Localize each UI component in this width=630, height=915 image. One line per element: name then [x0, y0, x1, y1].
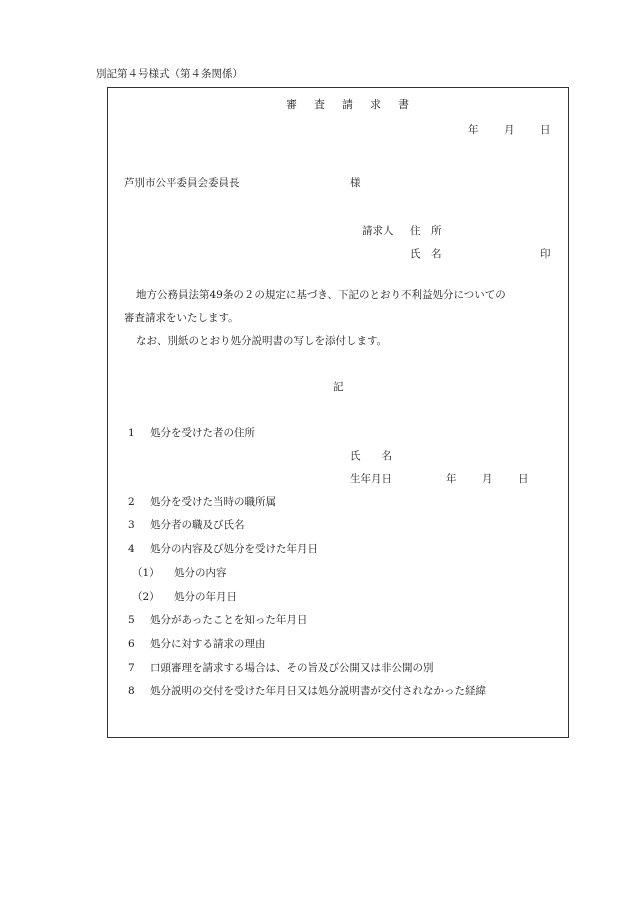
requester-label: 請求人	[362, 225, 394, 237]
item-number: 4	[128, 543, 135, 555]
address-label: 住 所	[410, 225, 442, 237]
body-paragraph-1-line-2: 審査請求をいたします。	[124, 312, 239, 324]
date-month: 月	[504, 124, 515, 136]
date-year: 年	[468, 124, 479, 136]
body-paragraph-1-line-1: 地方公務員法第49条の２の規定に基づき、下記のとおり不利益処分についての	[136, 289, 506, 301]
item-number: 2	[128, 496, 135, 508]
seal-mark: 印	[540, 248, 551, 260]
ki-heading: 記	[333, 381, 344, 393]
item-text: 処分があったことを知った年月日	[150, 614, 308, 626]
date-day: 日	[540, 124, 551, 136]
item-text: 処分者の職及び氏名	[150, 519, 245, 531]
item-number: 8	[128, 685, 135, 697]
title-char: 請	[342, 98, 353, 111]
form-number-label: 別記第４号様式（第４条関係）	[96, 68, 243, 80]
item1-name-label: 氏 名	[350, 450, 392, 462]
item-text: 処分説明の交付を受けた年月日又は処分説明書が交付されなかった経緯	[150, 685, 486, 697]
item-text: 処分を受けた当時の職所属	[150, 496, 276, 508]
title-char: 求	[370, 98, 381, 111]
subitem-number: （2）	[132, 591, 160, 603]
item1-birth-day: 日	[518, 473, 529, 485]
item-number: 3	[128, 519, 135, 531]
item-text: 口頭審理を請求する場合は、その旨及び公開又は非公開の別	[150, 662, 434, 674]
item-text: 処分の内容及び処分を受けた年月日	[150, 543, 318, 555]
subitem-text: 処分の年月日	[174, 591, 237, 603]
item-number: 7	[128, 662, 135, 674]
item-text: 処分に対する請求の理由	[150, 638, 266, 650]
item-number: 1	[128, 427, 135, 439]
addressee-honorific: 様	[350, 177, 361, 189]
item1-birth-month: 月	[482, 473, 493, 485]
item-number: 5	[128, 614, 135, 626]
item1-birth-label: 生年月日	[350, 473, 392, 485]
addressee-name: 芦別市公平委員会委員長	[124, 177, 240, 189]
title-char: 査	[314, 98, 325, 111]
document-title	[286, 99, 409, 110]
title-char: 審	[286, 98, 297, 111]
item1-birth-year: 年	[446, 473, 457, 485]
subitem-number: （1）	[132, 567, 160, 579]
title-char: 書	[398, 98, 409, 111]
body-paragraph-2: なお、別紙のとおり処分説明書の写しを添付します。	[136, 335, 388, 347]
item-text: 処分を受けた者の住所	[150, 427, 255, 439]
subitem-text: 処分の内容	[174, 567, 227, 579]
item-number: 6	[128, 638, 135, 650]
name-label: 氏 名	[410, 248, 442, 260]
